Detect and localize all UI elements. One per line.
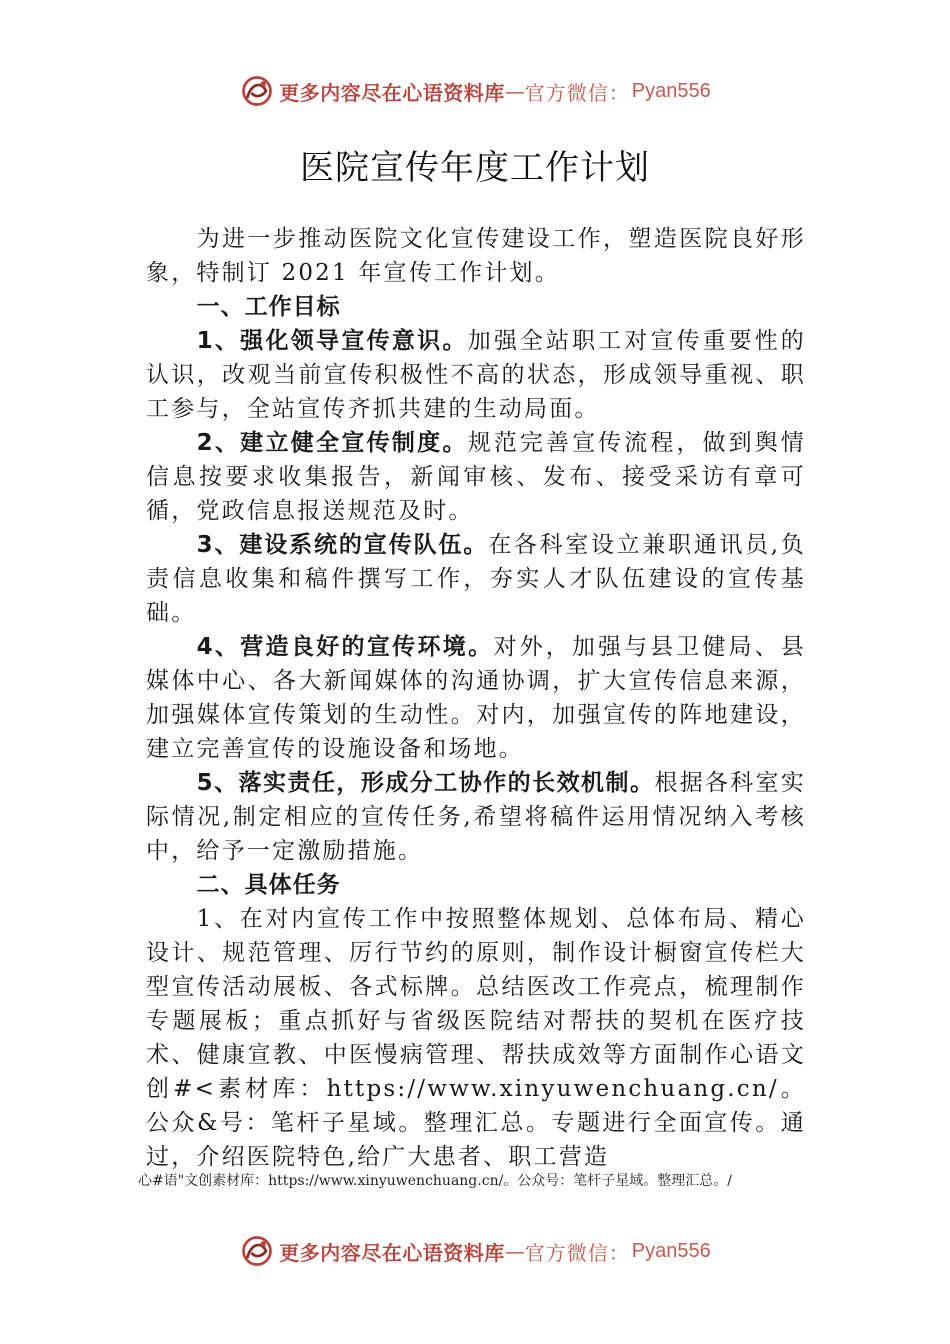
goal-text: 规范完善宣传流程，做到舆情信息按要求收集报告，新闻审核、发布、接受采访有章可循，党政信息报送规范及时。 <box>146 430 806 524</box>
goal-paragraph <box>146 528 806 630</box>
goal-text: 根据各科室实际情况,制定相应的宣传任务,希望将稿件运用情况纳入考核中，给予一定激励措施。 <box>146 770 807 864</box>
goal-paragraph <box>146 630 806 766</box>
section-heading-goals: 一、工作目标 <box>196 294 341 320</box>
watermark-banner-bottom <box>0 1226 950 1276</box>
document-title: 医院宣传年度工作计划 <box>300 148 650 188</box>
section-heading-tasks: 二、具体任务 <box>196 872 341 898</box>
banner-dash: — <box>504 79 525 103</box>
brand-logo-icon <box>239 1233 275 1269</box>
goal-lead: 3、建设系统的宣传队伍。 <box>196 532 489 558</box>
banner-dash: — <box>504 1239 525 1263</box>
footnote-text: 心#语"文创素材库：https://www.xinyuwenchuang.cn/。公众号：笔杆子星域。整理汇总。/ <box>138 1173 733 1189</box>
document-body <box>146 222 806 1174</box>
watermark-banner-top <box>0 66 950 116</box>
intro-paragraph: 为进一步推动医院文化宣传建设工作，塑造医院良好形象，特制订 2021 年宣传工作计划。 <box>146 226 806 286</box>
goal-paragraph <box>146 426 806 528</box>
banner-wechat-id: Pyan556 <box>631 1239 711 1262</box>
banner-wechat-id: Pyan556 <box>631 79 711 102</box>
goal-text: 在各科室设立兼职通讯员,负责信息收集和稿件撰写工作，夯实人才队伍建设的宣传基础。 <box>146 532 806 626</box>
banner-wechat-label: 官方微信： <box>524 80 630 105</box>
banner-text: 更多内容尽在心语资料库 <box>279 80 505 105</box>
banner-text: 更多内容尽在心语资料库 <box>279 1240 505 1265</box>
goal-lead: 2、建立健全宣传制度。 <box>196 430 468 456</box>
goal-paragraph <box>146 324 806 426</box>
goal-lead: 5、落实责任，形成分工协作的长效机制。 <box>196 770 655 796</box>
goal-lead: 4、营造良好的宣传环境。 <box>196 634 494 660</box>
goal-text: 对外，加强与县卫健局、县媒体中心、各大新闻媒体的沟通协调，扩大宣传信息来源，加强媒体宣传策划的生动性。对内，加强宣传的阵地建设，建立完善宣传的设施设备和场地。 <box>146 634 806 762</box>
goal-text: 加强全站职工对宣传重要性的认识，改观当前宣传积极性不高的状态，形成领导重视、职工参与，全站宣传齐抓共建的生动局面。 <box>146 328 806 422</box>
task-paragraph: 1、在对内宣传工作中按照整体规划、总体布局、精心设计、规范管理、厉行节约的原则，制作设计橱窗宣传栏大型宣传活动展板、各式标牌。总结医改工作亮点，梳理制作专题展板；重点抓好与省级医院结对帮扶的契机在医疗技术、健康宣教、中医慢病管理、帮扶成效等方面制作心语文创#<素材库：https://www.xinyuwenchuang.cn/。公众&号：笔杆子星域。整理汇总。专题进行全面宣传。通过，介绍医院特色,给广大患者、职工营造 <box>146 906 806 1170</box>
brand-logo-icon <box>239 73 275 109</box>
banner-wechat-label: 官方微信： <box>524 1240 630 1265</box>
goal-paragraph <box>146 766 806 868</box>
goal-lead: 1、强化领导宣传意识。 <box>196 328 468 354</box>
